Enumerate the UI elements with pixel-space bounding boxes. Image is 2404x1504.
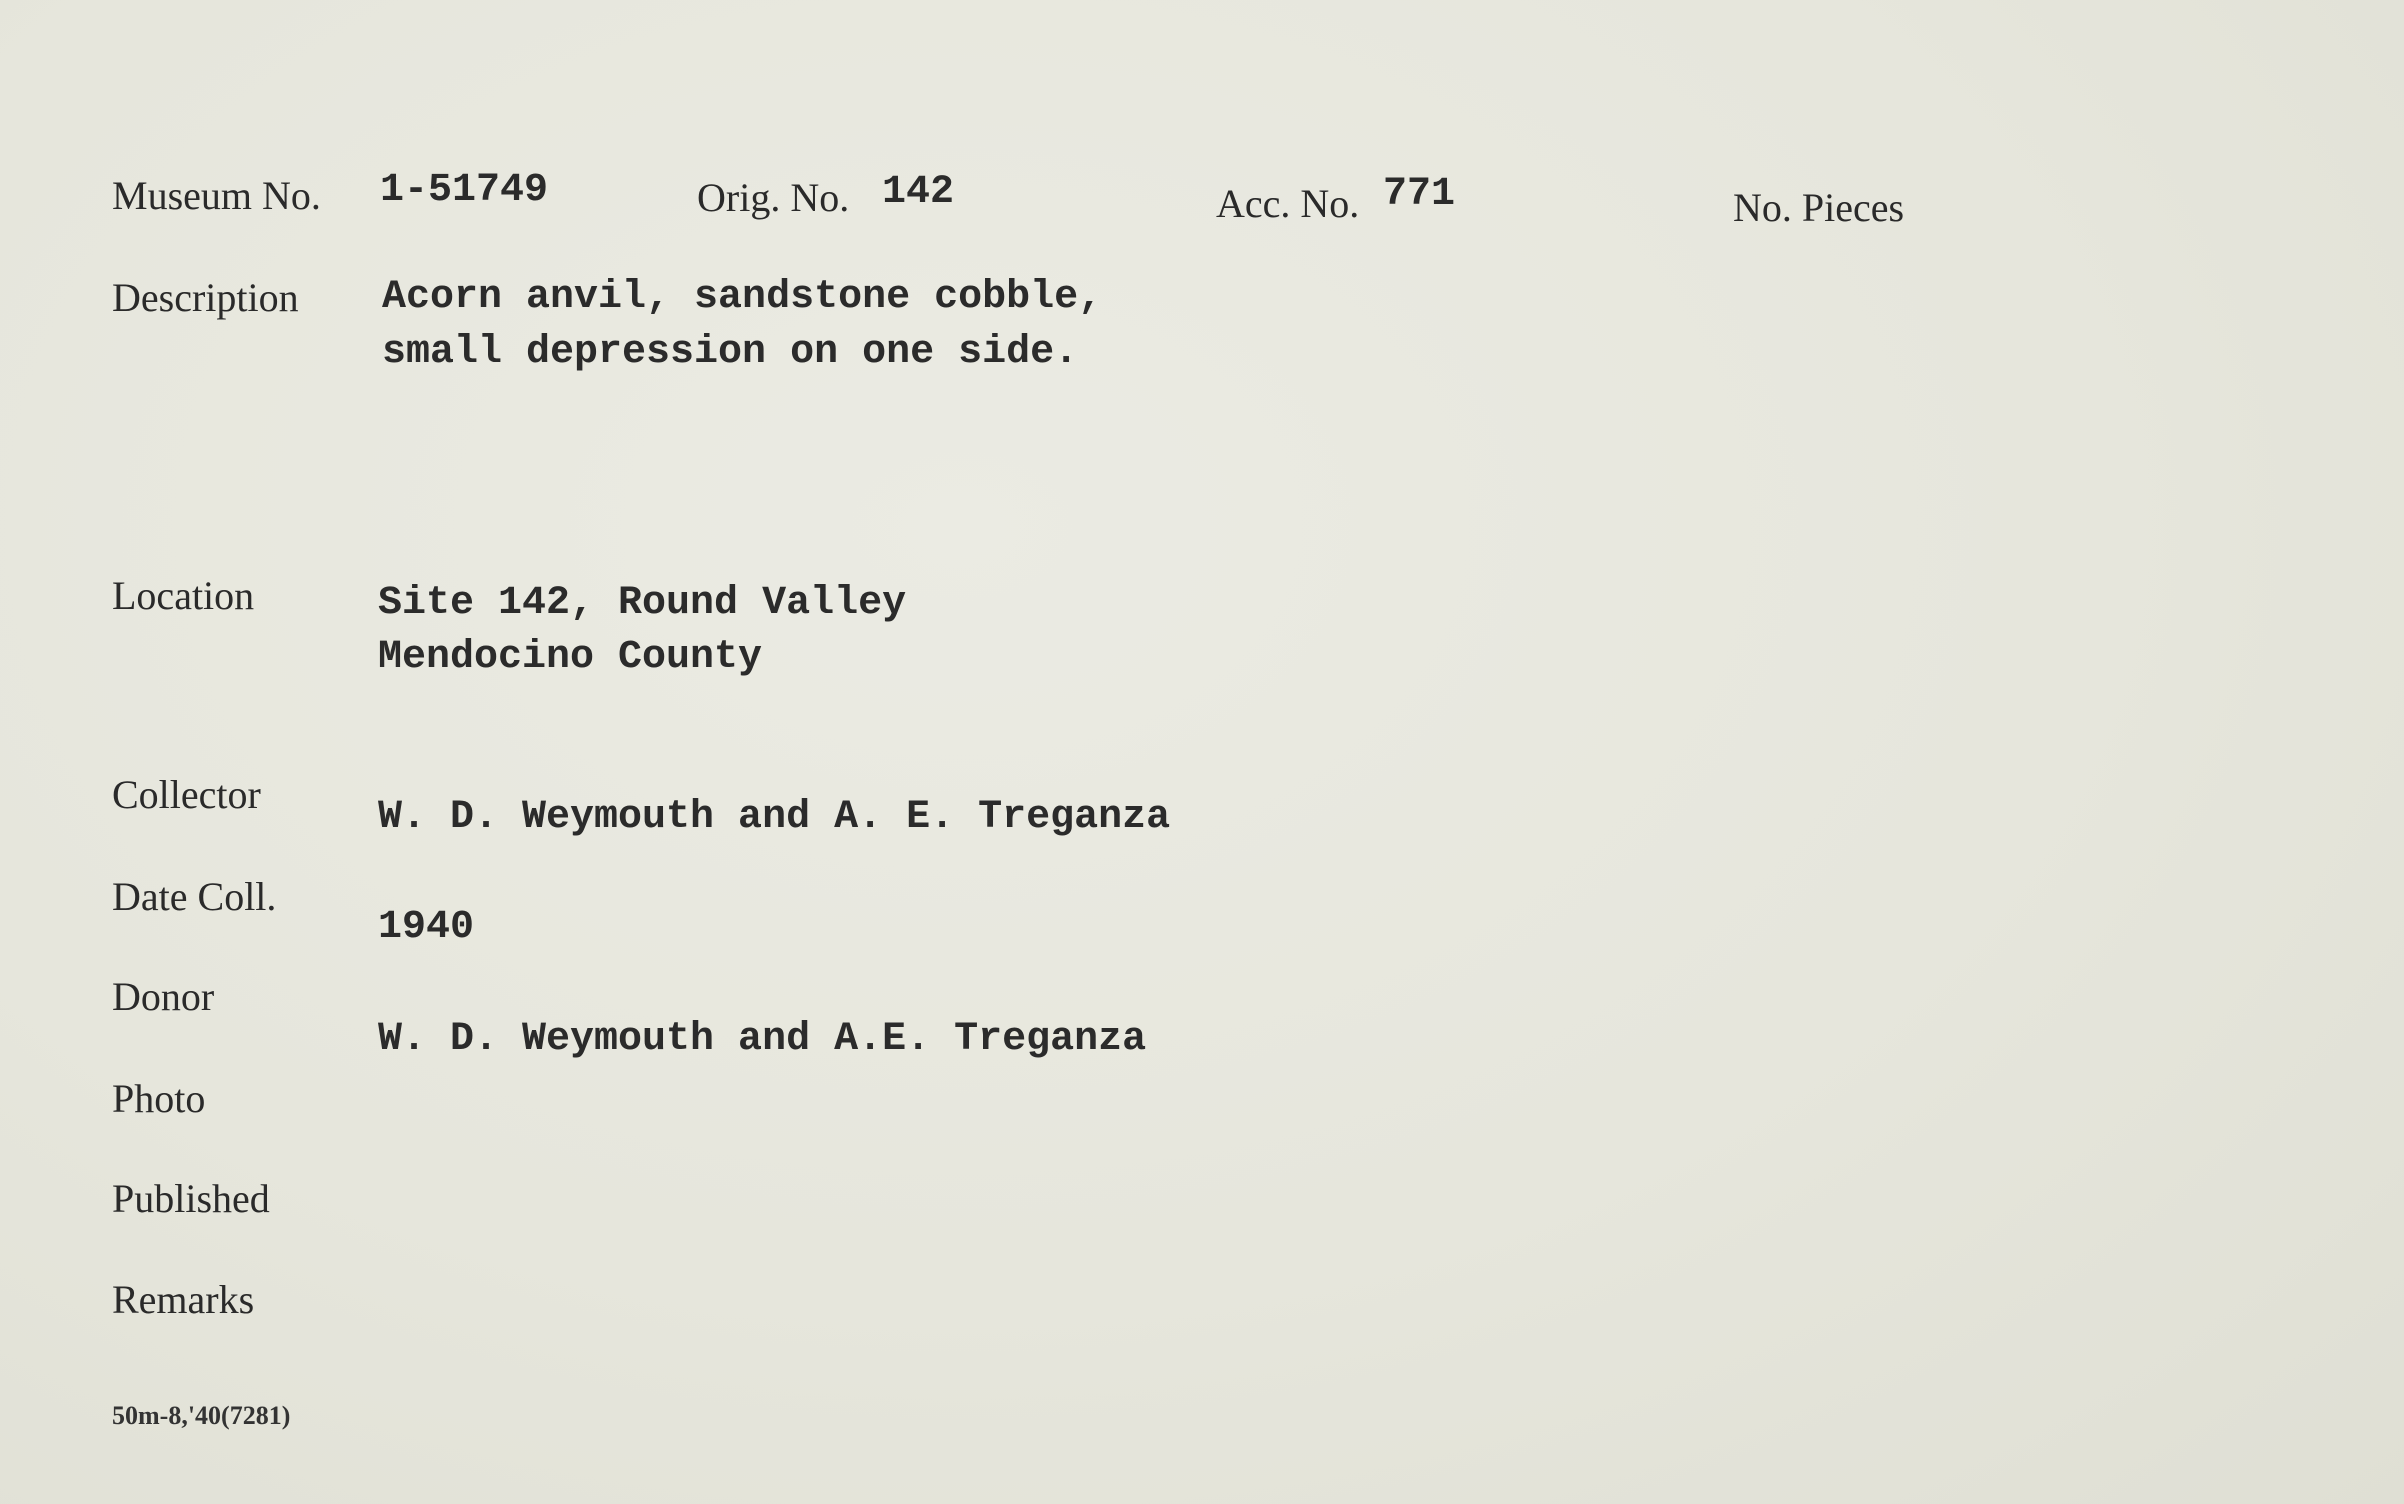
museum-no-label: Museum No. xyxy=(112,173,321,218)
location-line-1: Site 142, Round Valley xyxy=(378,581,907,626)
description-line-1: Acorn anvil, sandstone cobble, xyxy=(382,275,1103,320)
orig-no-value: 142 xyxy=(882,170,955,215)
donor-label: Donor xyxy=(112,974,215,1019)
description-line-2: small depression on one side. xyxy=(382,330,1079,375)
no-pieces-label: No. Pieces xyxy=(1733,185,1905,230)
date-coll-label: Date Coll. xyxy=(112,874,277,919)
photo-label: Photo xyxy=(112,1076,206,1121)
orig-no-label: Orig. No. xyxy=(697,175,850,220)
museum-no-value: 1-51749 xyxy=(380,168,549,213)
acc-no-value: 771 xyxy=(1383,172,1456,217)
description-label: Description xyxy=(112,275,299,320)
collector-value: W. D. Weymouth and A. E. Treganza xyxy=(378,795,1171,840)
remarks-label: Remarks xyxy=(112,1277,255,1322)
date-coll-value: 1940 xyxy=(378,905,475,950)
location-label: Location xyxy=(112,573,255,618)
published-label: Published xyxy=(112,1176,270,1221)
collector-label: Collector xyxy=(112,772,261,817)
donor-value: W. D. Weymouth and A.E. Treganza xyxy=(378,1017,1147,1062)
location-line-2: Mendocino County xyxy=(378,635,763,680)
acc-no-label: Acc. No. xyxy=(1216,181,1360,226)
print-code: 50m-8,'40(7281) xyxy=(112,1401,291,1430)
